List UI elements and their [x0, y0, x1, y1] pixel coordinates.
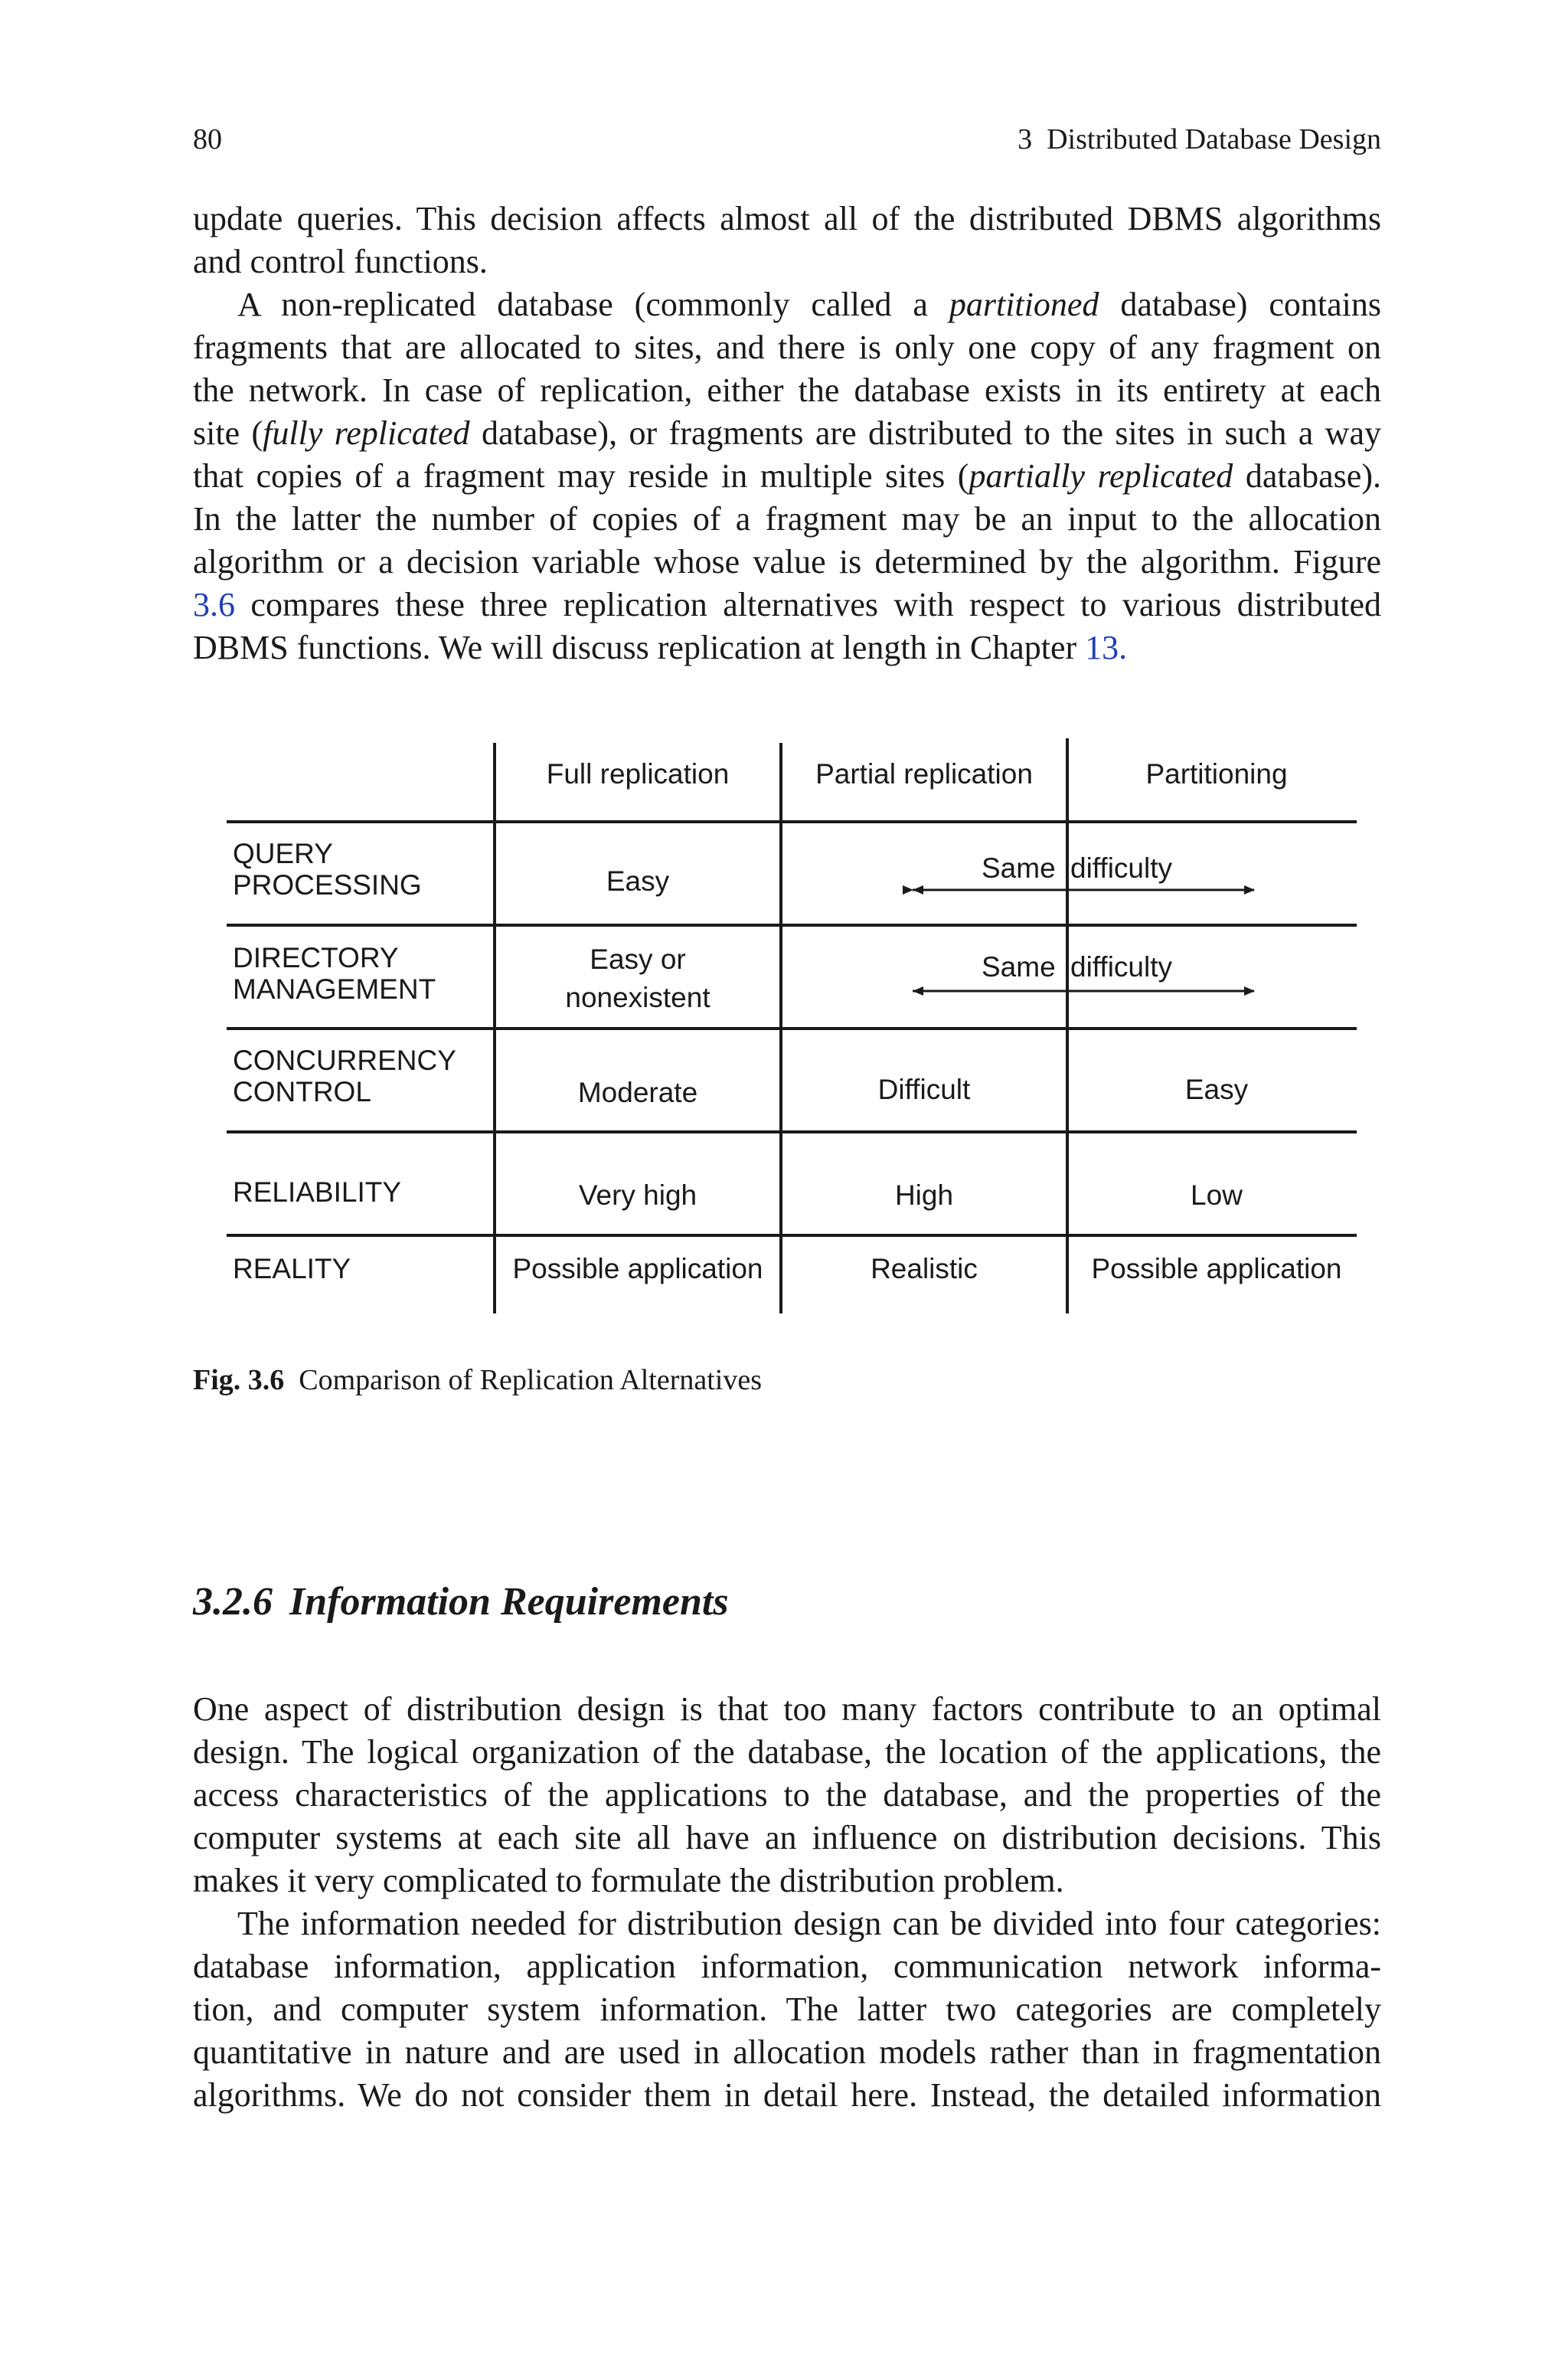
- text-line: database information, application information, communication network informa-: [193, 1948, 1381, 1985]
- paragraph-replication: [193, 283, 1381, 669]
- cell-reality-partitioning: Possible application: [1091, 1253, 1342, 1284]
- chapter-link[interactable]: 13.: [1085, 629, 1128, 666]
- column-header-partial-replication: Partial replication: [815, 758, 1033, 790]
- text-fragment: database) contains: [1099, 286, 1381, 323]
- row-label-line: DIRECTORY: [233, 942, 399, 973]
- paragraph-information-categories: [193, 1902, 1381, 2117]
- text-line: In the latter the number of copies of a fragment may be an input to the allocation: [193, 500, 1381, 538]
- chapter-title: 3 Distributed Database Design: [1018, 123, 1381, 155]
- cell-concurrency-partial: Difficult: [877, 1074, 971, 1105]
- arrowhead-left-icon: [913, 885, 923, 895]
- text-line: the network. In case of replication, either the database exists in its entirety at each: [193, 371, 1381, 409]
- cell-directory-full: [495, 940, 781, 1017]
- cell-reality-full: Possible application: [512, 1253, 763, 1284]
- cell-concurrency-full: Moderate: [577, 1077, 698, 1108]
- figure-caption: [193, 1363, 762, 1397]
- text-line: [193, 412, 1381, 455]
- text-line: design. The logical organization of the database, the location of the applications, the: [193, 1733, 1381, 1771]
- section-title: Information Requirements: [289, 1580, 729, 1624]
- text-line: algorithm or a decision variable whose value is determined by the algorithm. Figure: [193, 543, 1381, 581]
- paragraph-distribution-factors: [193, 1688, 1381, 1902]
- span-difficulty: difficulty: [1070, 951, 1172, 983]
- text-fragment: DBMS functions. We will discuss replication at length in Chapter: [193, 629, 1086, 666]
- text-line: One aspect of distribution design is that too many factors contribute to an optimal: [193, 1690, 1381, 1728]
- span-difficulty: difficulty: [1070, 852, 1172, 884]
- row-label-directory-management: [233, 942, 493, 1005]
- span-same: Same: [982, 852, 1056, 884]
- text-fragment: that copies of a fragment may reside in multiple sites (: [193, 457, 969, 495]
- row-label-reality: REALITY: [233, 1253, 351, 1284]
- text-line: tion, and computer system information. The latter two categories are completely: [193, 1990, 1381, 2028]
- cell-line: nonexistent: [565, 982, 710, 1013]
- text-line: computer systems at each site all have an influence on distribution decisions. This: [193, 1819, 1381, 1856]
- text-line: quantitative in nature and are used in allocation models rather than in fragmentation: [193, 2033, 1381, 2071]
- text-fragment: database), or fragments are distributed to the sites in such a way: [469, 414, 1381, 452]
- row-label-reliability: RELIABILITY: [233, 1176, 402, 1208]
- text-line: [193, 626, 1381, 669]
- cell-reality-partial: Realistic: [871, 1253, 978, 1284]
- text-line: access characteristics of the applications to the database, and the properties of the: [193, 1776, 1381, 1814]
- section-number: 3.2.6: [193, 1580, 273, 1624]
- text-fragment: compares these three replication alternatives with respect to various distributed: [235, 586, 1381, 623]
- cell-query-full: Easy: [606, 865, 670, 897]
- running-header: [193, 123, 1381, 162]
- section-heading: [193, 1579, 729, 1624]
- emphasis-partitioned: partitioned: [949, 286, 1099, 323]
- text-fragment: site (: [193, 414, 263, 452]
- cell-reliability-full: Very high: [578, 1179, 697, 1211]
- row-label-concurrency-control: [233, 1045, 493, 1107]
- emphasis-partially-replicated: partially replicated: [969, 457, 1233, 495]
- figure-link[interactable]: 3.6: [193, 586, 235, 623]
- text-line: The information needed for distribution design can be divided into four categories:: [237, 1905, 1381, 1942]
- text-line: [193, 584, 1381, 626]
- cell-reliability-partial: High: [894, 1179, 954, 1211]
- text-line: and control functions.: [193, 243, 488, 280]
- column-header-full-replication: Full replication: [546, 758, 730, 790]
- caption-label: Fig. 3.6: [193, 1364, 285, 1396]
- text-line: update queries. This decision affects almost all of the distributed DBMS algorithms: [193, 200, 1381, 237]
- page-number: 80: [193, 123, 222, 155]
- paragraph-continuation: [193, 198, 1381, 283]
- text-fragment: A non-replicated database (commonly called a: [237, 286, 949, 323]
- caption-text: Comparison of Replication Alternatives: [299, 1364, 762, 1396]
- emphasis-fully-replicated: fully replicated: [263, 414, 470, 452]
- cell-line: Easy or: [590, 944, 686, 975]
- text-line: fragments that are allocated to sites, and there is only one copy of any fragment on: [193, 329, 1381, 366]
- row-label-line: PROCESSING: [233, 869, 422, 901]
- text-fragment: database).: [1233, 457, 1381, 495]
- text-line: algorithms. We do not consider them in detail here. Instead, the detailed information: [193, 2076, 1381, 2114]
- cell-reliability-partitioning: Low: [1191, 1179, 1243, 1211]
- span-same: Same: [982, 951, 1056, 983]
- figure-replication-comparison: [193, 735, 1381, 1317]
- row-label-line: CONCURRENCY: [233, 1045, 456, 1076]
- row-label-line: QUERY: [233, 838, 333, 869]
- row-label-query-processing: [233, 838, 493, 901]
- cell-concurrency-partitioning: Easy: [1184, 1074, 1249, 1105]
- figure-grid: [193, 735, 1381, 1317]
- text-line: [193, 283, 1381, 326]
- column-header-partitioning: Partitioning: [1145, 758, 1288, 790]
- row-label-line: MANAGEMENT: [233, 973, 436, 1005]
- text-line: [193, 455, 1381, 498]
- arrowhead-left-icon: [913, 986, 923, 996]
- row-label-line: CONTROL: [233, 1076, 371, 1107]
- text-line: makes it very complicated to formulate the distribution problem.: [193, 1862, 1064, 1899]
